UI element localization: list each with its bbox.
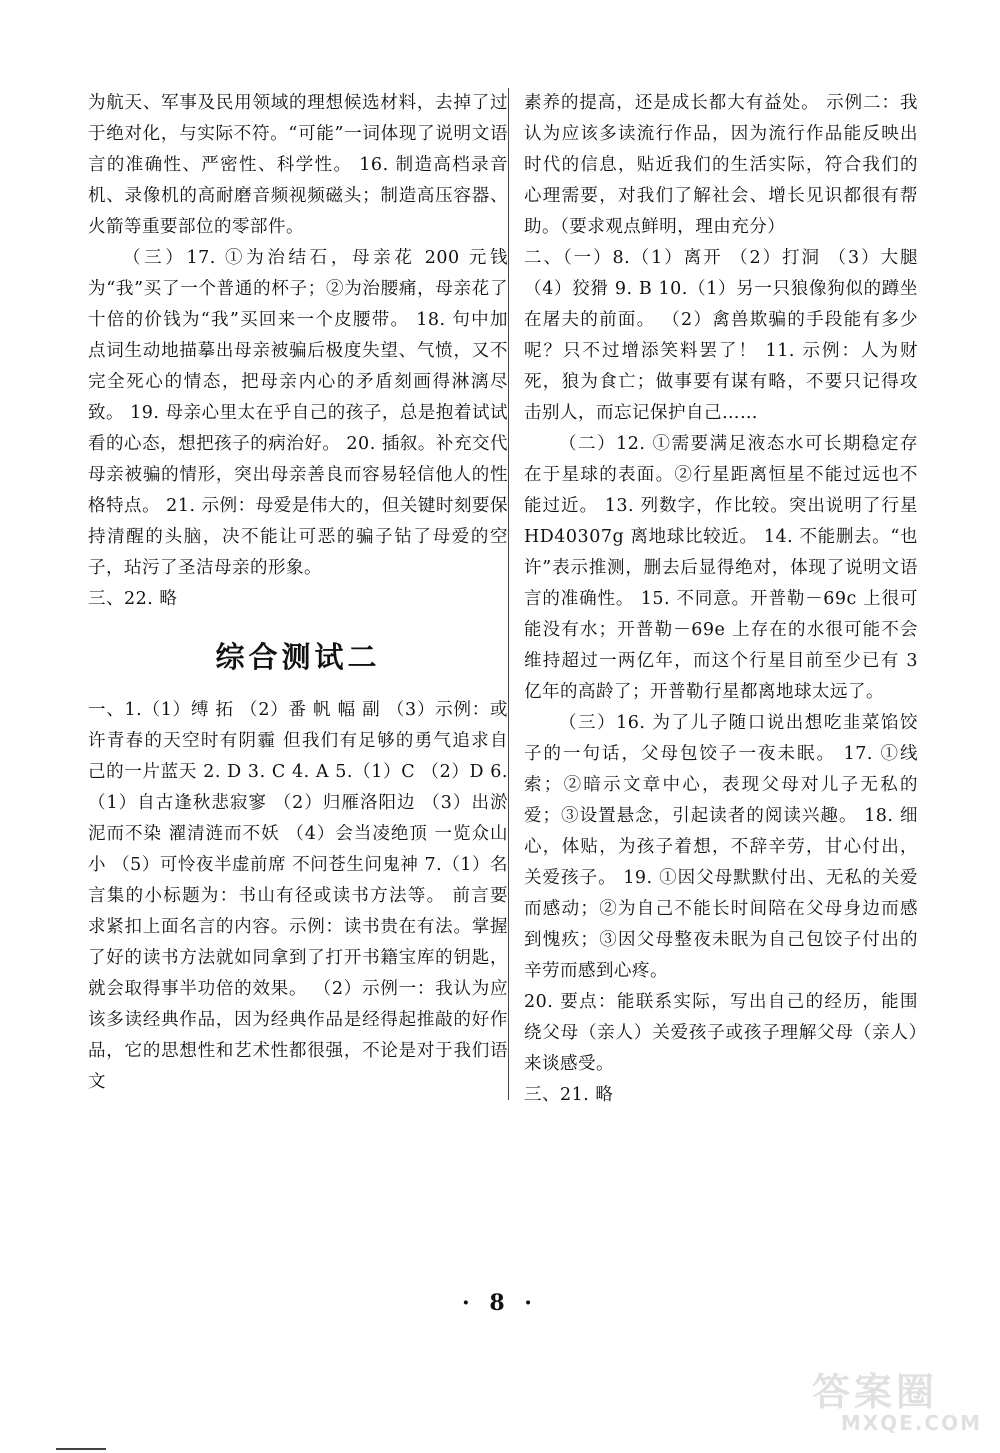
column-divider	[508, 88, 509, 1100]
answer-paragraph: 一、1.（1）缚 拓 （2）番 帆 幅 副 （3）示例：或许青春的天空时有阴霾 但我们有足够的勇气追求自己的一片蓝天 2. D 3. C 4. A 5.（1）C （2）D 6.（1）自古逢秋悲寂寥 （2）归雁洛阳边 （3）出淤泥而不染 濯清涟而不妖 （4）会当凌绝顶 一览众山小 （5）可怜夜半虚前席 不问苍生问鬼神 7.（1）名言集的小标题为：书山有径或读书方法等。 前言要求紧扣上面名言的内容。示例：读书贵在有法。掌握了好的读书方法就如同拿到了打开书籍宝库的钥匙，就会取得事半功倍的效果。 （2）示例一：我认为应该多读经典作品，因为经典作品是经得起推敲的好作品，它的思想性和艺术性都很强，不论是对于我们语文	[88, 700, 508, 1092]
answer-paragraph: 二、（一）8.（1）离开 （2）打洞 （3）大腿 （4）狡猾 9. B 10.（1）另一只狼像狗似的蹲坐在屠夫的前面。 （2）禽兽欺骗的手段能有多少呢？只不过增添笑料罢了！ 11. 示例：人为财死，狼为食亡；做事要有谋有略，不要只记得攻击别人，而忘记保护自己……	[524, 248, 918, 423]
section-title: 综合测试二	[215, 640, 381, 674]
answer-paragraph: （三）17. ①为治结石，母亲花 200 元钱为“我”买了一个普通的杯子；②为治腰痛，母亲花了十倍的价钱为“我”买回来一个皮腰带。 18. 句中加点词生动地描摹出母亲被骗后极度失望、气愤，又不完全死心的情态，把母亲内心的矛盾刻画得淋漓尽致。 19. 母亲心里太在乎自己的孩子，总是抱着试试看的心态，想把孩子的病治好。 20. 插叙。补充交代母亲被骗的情形，突出母亲善良而容易轻信他人的性格特点。 21. 示例：母爱是伟大的，但关键时刻要保持清醒的头脑，决不能让可恶的骗子钻了母爱的空子，玷污了圣洁母亲的形象。	[88, 248, 508, 578]
answer-paragraph: 三、22. 略	[88, 589, 178, 609]
watermark-url: MXQE.COM	[840, 1411, 982, 1435]
right-column	[524, 88, 918, 1111]
left-column	[88, 88, 508, 1098]
corner-mark	[56, 1448, 106, 1450]
page-number: · 8 ·	[462, 1290, 538, 1316]
answer-paragraph: （三）16. 为了儿子随口说出想吃韭菜馅饺子的一句话，父母包饺子一夜未眠。 17. ①线索；②暗示文章中心，表现父母对儿子无私的爱；③设置悬念，引起读者的阅读兴趣。 18. 细心，体贴，为孩子着想，不辞辛劳，甘心付出，关爱孩子。 19. ①因父母默默付出、无私的关爱而感动；②为自己不能长时间陪在父母身边而感到愧疚；③因父母整夜未眠为自己包饺子付出的辛劳而感到心疼。	[524, 713, 918, 981]
watermark-text: 答案圈	[812, 1370, 939, 1414]
answer-paragraph: 三、21. 略	[524, 1085, 614, 1105]
answer-paragraph: 为航天、军事及民用领域的理想候选材料，去掉了过于绝对化，与实际不符。“可能”一词体现了说明文语言的准确性、严密性、科学性。 16. 制造高档录音机、录像机的高耐磨音频视频磁头；制造高压容器、火箭等重要部位的零部件。	[88, 93, 508, 237]
answer-paragraph: 20. 要点：能联系实际，写出自己的经历，能围绕父母（亲人）关爱孩子或孩子理解父母（亲人）来谈感受。	[524, 992, 918, 1074]
watermark-logo	[812, 1372, 982, 1436]
answer-paragraph: 素养的提高，还是成长都大有益处。 示例二：我认为应该多读流行作品，因为流行作品能反映出时代的信息，贴近我们的生活实际，符合我们的心理需要，对我们了解社会、增长见识都很有帮助。（要求观点鲜明，理由充分）	[524, 93, 918, 237]
answer-paragraph: （二）12. ①需要满足液态水可长期稳定存在于星球的表面。②行星距离恒星不能过远也不能过近。 13. 列数字，作比较。突出说明了行星 HD40307g 离地球比较近。 14. 不能删去。“也许”表示推测，删去后显得绝对，体现了说明文语言的准确性。 15. 不同意。开普勒－69c 上很可能没有水；开普勒－69e 上存在的水很可能不会维持超过一两亿年，而这个行星目前至少已有 3 亿年的高龄了；开普勒行星都离地球太远了。	[524, 434, 918, 702]
